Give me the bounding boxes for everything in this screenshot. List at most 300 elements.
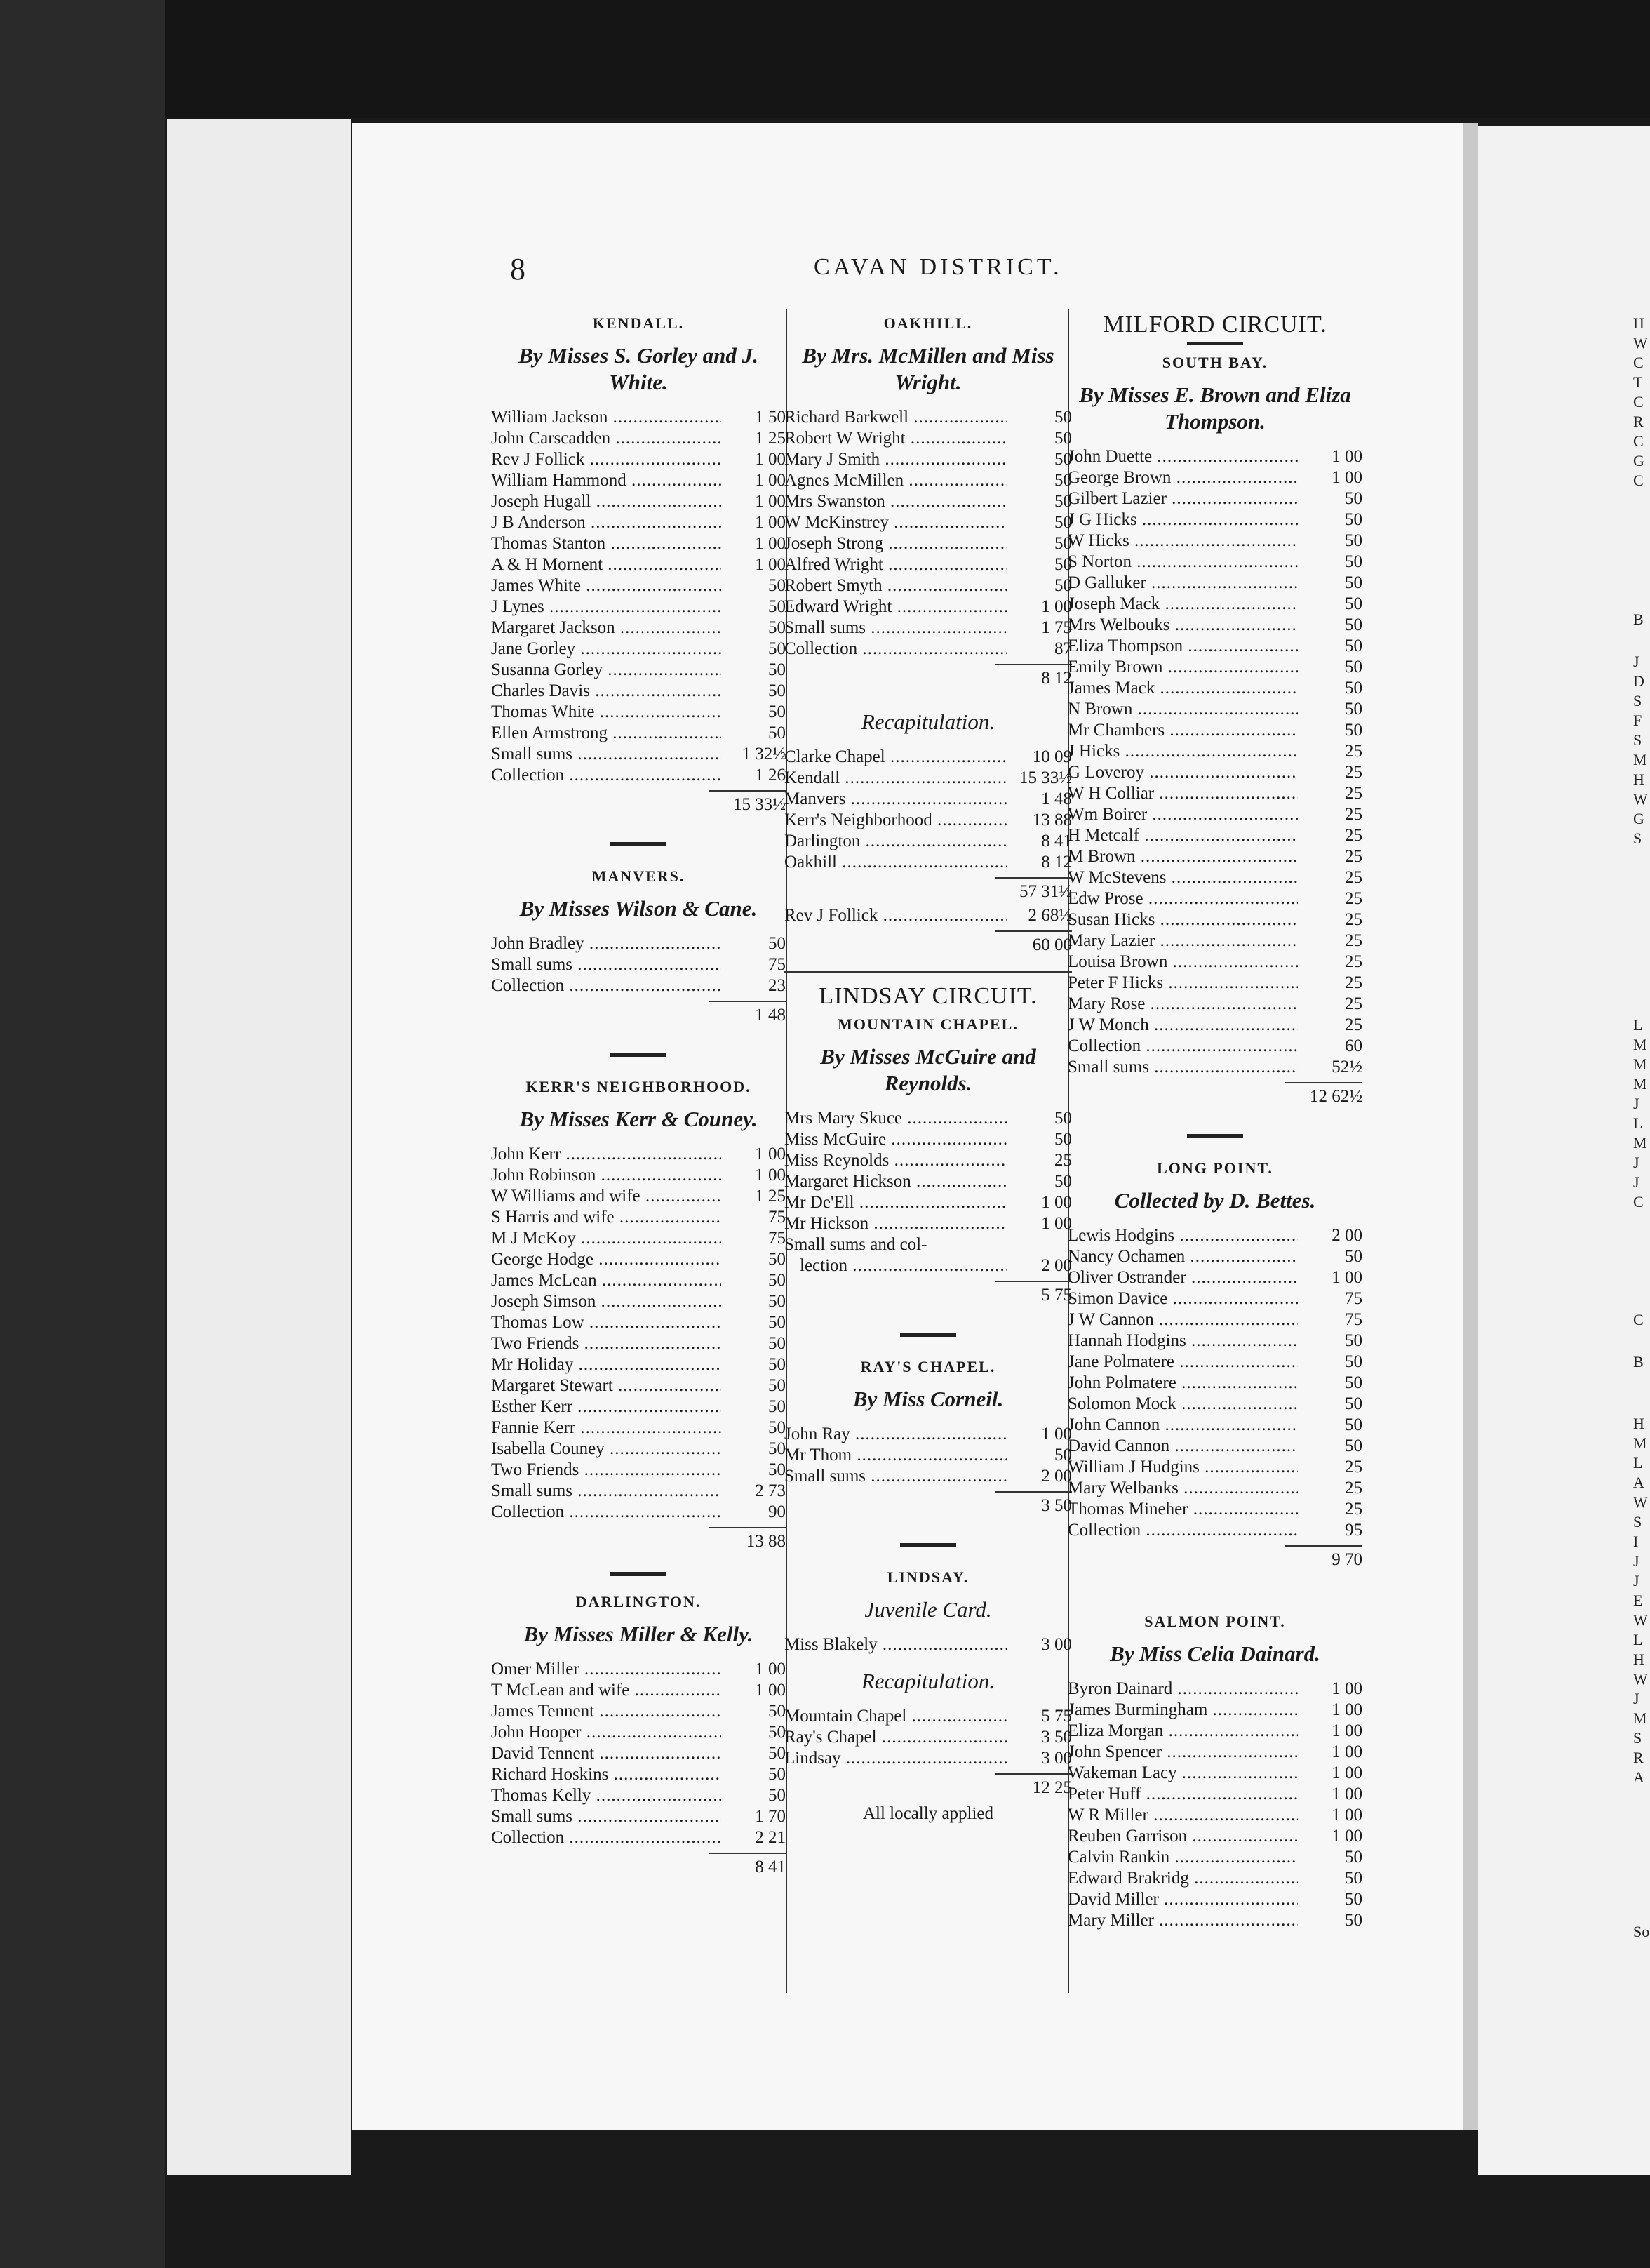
entry-name: Mary J Smith ..... xyxy=(784,449,1007,470)
entry-amount: 50 xyxy=(1054,429,1072,448)
subscription-list xyxy=(1068,446,1362,1078)
recap-total xyxy=(784,1773,1072,1799)
next-page-fragment: S xyxy=(1633,692,1642,709)
list-item xyxy=(491,407,786,428)
list-item xyxy=(1068,1288,1362,1309)
entry-amount: 1 48 xyxy=(1041,789,1072,808)
entry-amount: 25 xyxy=(1345,1500,1362,1519)
entry-amount: 75 xyxy=(768,1229,786,1248)
section-divider xyxy=(900,1543,956,1547)
entry-amount: 50 xyxy=(768,1250,786,1269)
entry-amount: 50 xyxy=(1054,534,1072,553)
subscription-list xyxy=(491,933,786,996)
list-item xyxy=(1068,1784,1362,1805)
entry-name: John Ray ..... xyxy=(784,1424,1007,1445)
entry-name: Rev J Follick ..... xyxy=(491,449,721,470)
entry-name: Thomas White ..... xyxy=(491,702,721,723)
entry-amount: 50 xyxy=(768,1376,786,1395)
next-page-fragment: J xyxy=(1633,1173,1639,1191)
entry-amount: 2 68½ xyxy=(1028,906,1072,925)
entry-amount: 50 xyxy=(768,934,786,953)
entry-name: Small sums ..... xyxy=(491,1481,721,1502)
section-divider xyxy=(1187,1134,1243,1138)
section-divider xyxy=(610,1053,666,1057)
list-item xyxy=(491,1270,786,1291)
entry-name: Ellen Armstrong ..... xyxy=(491,723,721,744)
entry-name: Jane Polmatere ..... xyxy=(1068,1352,1298,1373)
footnote: All locally applied xyxy=(862,1804,994,1823)
entry-amount: 1 00 xyxy=(755,471,786,490)
collector-line: By Miss Celia Dainard. xyxy=(1110,1641,1320,1666)
previous-page-edge xyxy=(167,119,351,2175)
entry-amount: 50 xyxy=(1054,408,1072,427)
entry-name: Wm Boirer ..... xyxy=(1068,804,1298,825)
next-page-fragment: F xyxy=(1633,712,1642,729)
section-total xyxy=(784,1491,1072,1516)
next-page-fragment: J xyxy=(1633,1572,1639,1589)
list-item xyxy=(1068,1763,1362,1784)
list-item xyxy=(784,449,1072,470)
list-item xyxy=(1068,825,1362,846)
entry-amount: 50 xyxy=(768,1355,786,1374)
entry-name: Rev J Follick ..... xyxy=(784,905,1007,926)
next-page-fragment: R xyxy=(1633,1749,1644,1766)
entry-name: A & H Mornent ..... xyxy=(491,554,721,575)
entry-amount: 50 xyxy=(1054,555,1072,574)
next-page-fragment: R xyxy=(1633,413,1644,430)
entry-name: Small sums and col- xyxy=(784,1235,927,1254)
collector-line: By Miss Corneil. xyxy=(852,1387,1004,1411)
recap-subtotal xyxy=(784,877,1072,902)
subscription-list xyxy=(1068,1225,1362,1541)
list-item xyxy=(491,554,786,575)
list-item xyxy=(491,1354,786,1375)
list-item xyxy=(491,1186,786,1207)
list-item xyxy=(491,1439,786,1460)
section-total xyxy=(491,1527,786,1552)
entry-amount: 3 50 xyxy=(1041,1728,1072,1747)
list-item xyxy=(784,533,1072,554)
page-number: 8 xyxy=(510,252,525,286)
next-page-fragment: L xyxy=(1633,1114,1643,1132)
entry-name: Jane Gorley ..... xyxy=(491,639,721,660)
entry-name: Thomas Kelly ..... xyxy=(491,1785,721,1806)
next-page-fragment: M xyxy=(1633,1434,1647,1452)
total-amount: 13 88 xyxy=(746,1532,786,1551)
entry-amount: 50 xyxy=(1345,1848,1362,1867)
entry-amount: 50 xyxy=(768,1292,786,1311)
list-item xyxy=(784,1234,1072,1255)
entry-amount: 25 xyxy=(1054,1151,1072,1170)
list-item xyxy=(491,449,786,470)
next-page-fragment: W xyxy=(1633,334,1648,352)
list-item xyxy=(1068,488,1362,509)
next-page-fragment: J xyxy=(1633,653,1639,670)
entry-name: John Carscadden ..... xyxy=(491,428,721,449)
entry-name: Margaret Hickson ..... xyxy=(784,1171,1007,1192)
section-title: OAKHILL. xyxy=(883,314,973,332)
entry-amount: 50 xyxy=(1345,573,1362,592)
list-item xyxy=(1068,952,1362,973)
list-item xyxy=(491,1333,786,1354)
entry-amount: 8 12 xyxy=(1041,853,1072,872)
entry-name: lection ..... xyxy=(784,1255,1007,1276)
entry-amount: 1 75 xyxy=(1041,618,1072,637)
section-total xyxy=(491,1853,786,1878)
next-page-fragment: H xyxy=(1633,1650,1644,1668)
entry-amount: 1 00 xyxy=(1332,1268,1362,1287)
list-item xyxy=(491,512,786,533)
list-item xyxy=(491,1743,786,1764)
entry-name: W H Colliar ..... xyxy=(1068,783,1298,804)
entry-name: Thomas Mineher ..... xyxy=(1068,1499,1298,1520)
next-page-fragment: H xyxy=(1633,314,1644,332)
collector-line: By Misses E. Brown and Eliza Thompson. xyxy=(1079,382,1351,434)
section-divider xyxy=(610,1572,666,1576)
list-item xyxy=(491,1249,786,1270)
entry-name: W R Miller ..... xyxy=(1068,1805,1298,1826)
entry-name: William J Hudgins ..... xyxy=(1068,1457,1298,1478)
next-page-fragment: L xyxy=(1633,1631,1643,1648)
next-page-fragment: W xyxy=(1633,1493,1648,1511)
next-page-fragment: W xyxy=(1633,1670,1648,1688)
entry-name: Emily Brown ..... xyxy=(1068,657,1298,678)
entry-amount: 25 xyxy=(1345,1457,1362,1476)
next-page-fragment: S xyxy=(1633,829,1642,847)
entry-amount: 1 50 xyxy=(755,408,786,427)
entry-amount: 50 xyxy=(768,597,786,616)
subscription-list xyxy=(784,1634,1072,1655)
list-item xyxy=(784,428,1072,449)
list-item xyxy=(1068,1015,1362,1036)
book-spine xyxy=(1463,123,1478,2130)
entry-name: Collection ..... xyxy=(1068,1036,1298,1057)
entry-amount: 1 00 xyxy=(755,1660,786,1679)
section-total xyxy=(784,664,1072,689)
list-item xyxy=(1068,994,1362,1015)
entry-amount: 50 xyxy=(1345,594,1362,613)
list-item xyxy=(491,1375,786,1396)
entry-amount: 1 70 xyxy=(755,1807,786,1826)
entry-name: J B Anderson ..... xyxy=(491,512,721,533)
next-page-fragment: S xyxy=(1633,1729,1642,1747)
list-item xyxy=(784,407,1072,428)
list-item xyxy=(1068,1036,1362,1057)
list-item xyxy=(491,575,786,596)
entry-name: Hannah Hodgins ..... xyxy=(1068,1330,1298,1352)
entry-amount: 1 32½ xyxy=(742,745,786,763)
next-page-fragment: C xyxy=(1633,432,1644,450)
entry-amount: 1 00 xyxy=(755,492,786,511)
entry-name: Manvers ..... xyxy=(784,789,1007,810)
scan-background-top xyxy=(0,0,1650,118)
entry-name: Two Friends ..... xyxy=(491,1333,721,1354)
entry-amount: 50 xyxy=(1345,1869,1362,1888)
list-item xyxy=(491,1806,786,1827)
column-1 xyxy=(491,309,786,1878)
list-item xyxy=(784,1748,1072,1769)
entry-name: Edward Wright ..... xyxy=(784,596,1007,618)
list-item xyxy=(1068,1520,1362,1541)
total-amount: 8 41 xyxy=(755,1857,786,1876)
entry-name: M Brown ..... xyxy=(1068,846,1298,867)
next-page-fragment: H xyxy=(1633,771,1644,788)
list-item xyxy=(784,1255,1072,1276)
entry-name: D Galluker ..... xyxy=(1068,573,1298,594)
entry-amount: 1 00 xyxy=(755,513,786,532)
next-page-fragment: M xyxy=(1633,1075,1647,1093)
entry-amount: 50 xyxy=(1054,492,1072,511)
list-item xyxy=(1068,1394,1362,1415)
entry-name: Mrs Mary Skuce ..... xyxy=(784,1108,1007,1129)
section-title: LINDSAY. xyxy=(887,1568,970,1586)
collector-line: By Misses Kerr & Couney. xyxy=(519,1107,758,1131)
next-page-fragment: A xyxy=(1633,1474,1644,1491)
circuit-rule xyxy=(784,971,1072,973)
list-item xyxy=(1068,1721,1362,1742)
entry-name: David Cannon ..... xyxy=(1068,1436,1298,1457)
entry-name: Mary Miller ..... xyxy=(1068,1910,1298,1931)
entry-name: James White ..... xyxy=(491,575,721,596)
entry-name: Collection ..... xyxy=(491,1827,721,1848)
entry-amount: 50 xyxy=(768,1786,786,1805)
entry-name: Byron Dainard ..... xyxy=(1068,1679,1298,1700)
entry-name: T McLean and wife ..... xyxy=(491,1680,721,1701)
entry-name: Mountain Chapel ..... xyxy=(784,1706,1007,1727)
subscription-list xyxy=(784,1108,1072,1234)
entry-name: J W Cannon ..... xyxy=(1068,1309,1298,1330)
entry-name: Mr Chambers ..... xyxy=(1068,720,1298,741)
entry-amount: 50 xyxy=(768,1460,786,1479)
list-item xyxy=(784,1424,1072,1445)
entry-name: George Brown ..... xyxy=(1068,467,1298,488)
entry-name: S Harris and wife ..... xyxy=(491,1207,721,1228)
entry-name: Joseph Mack ..... xyxy=(1068,594,1298,615)
card-title: Juvenile Card. xyxy=(864,1597,992,1622)
entry-amount: 50 xyxy=(1345,1436,1362,1455)
entry-amount: 75 xyxy=(768,1208,786,1227)
next-page-fragment: M xyxy=(1633,1055,1647,1073)
list-item xyxy=(784,789,1072,810)
entry-amount: 2 21 xyxy=(755,1828,786,1847)
entry-name: W Hicks ..... xyxy=(1068,531,1298,552)
entry-amount: 1 00 xyxy=(1332,468,1362,487)
entry-amount: 25 xyxy=(1345,889,1362,908)
entry-amount: 50 xyxy=(1345,658,1362,676)
entry-amount: 50 xyxy=(1345,1394,1362,1413)
entry-name: J G Hicks ..... xyxy=(1068,509,1298,531)
entry-amount: 25 xyxy=(1345,973,1362,992)
entry-amount: 13 88 xyxy=(1032,811,1072,829)
subscription-list xyxy=(491,407,786,786)
entry-amount: 1 00 xyxy=(1332,1679,1362,1698)
entry-name: Collection ..... xyxy=(1068,1520,1298,1541)
entry-amount: 50 xyxy=(1345,1415,1362,1434)
list-item xyxy=(784,1706,1072,1727)
entry-name: Miss Blakely ..... xyxy=(784,1634,1007,1655)
list-item xyxy=(491,702,786,723)
entry-amount: 25 xyxy=(1345,742,1362,761)
entry-amount: 25 xyxy=(1345,805,1362,824)
entry-amount: 1 00 xyxy=(755,534,786,553)
entry-name: James Tennent ..... xyxy=(491,1701,721,1722)
next-page-fragment: B xyxy=(1633,611,1644,628)
entry-amount: 50 xyxy=(1054,450,1072,469)
next-page-fragment: E xyxy=(1633,1592,1643,1609)
entry-name: J Lynes ..... xyxy=(491,596,721,618)
entry-name: John Polmatere ..... xyxy=(1068,1373,1298,1394)
entry-amount: 50 xyxy=(768,1439,786,1458)
list-item xyxy=(491,1701,786,1722)
entry-name: Eliza Thompson ..... xyxy=(1068,636,1298,657)
entry-name: Robert Smyth ..... xyxy=(784,575,1007,596)
list-item xyxy=(1068,846,1362,867)
entry-name: Robert W Wright ..... xyxy=(784,428,1007,449)
section-title: LONG POINT. xyxy=(1157,1159,1273,1177)
list-item xyxy=(1068,1057,1362,1078)
entry-name: Mr Hickson ..... xyxy=(784,1213,1007,1234)
list-item xyxy=(784,768,1072,789)
list-item xyxy=(784,512,1072,533)
total-amount: 8 12 xyxy=(1041,669,1072,688)
list-item xyxy=(784,1466,1072,1487)
list-item xyxy=(784,575,1072,596)
next-page-fragment: L xyxy=(1633,1016,1643,1034)
next-page-fragment: J xyxy=(1633,1095,1639,1112)
entry-amount: 1 00 xyxy=(1332,1806,1362,1825)
entry-name: G Loveroy ..... xyxy=(1068,762,1298,783)
entry-name: Margaret Jackson ..... xyxy=(491,618,721,639)
entry-amount: 50 xyxy=(768,1744,786,1763)
next-page-fragment: J xyxy=(1633,1154,1639,1171)
next-page-fragment: M xyxy=(1633,751,1647,768)
collector-line: Collected by D. Bettes. xyxy=(1114,1188,1316,1213)
entry-amount: 1 00 xyxy=(755,555,786,574)
list-item xyxy=(491,1144,786,1165)
list-item xyxy=(491,491,786,512)
list-item xyxy=(491,428,786,449)
recap-list xyxy=(784,1706,1072,1769)
entry-name: Calvin Rankin ..... xyxy=(1068,1847,1298,1868)
entry-amount: 3 00 xyxy=(1041,1635,1072,1654)
section-total xyxy=(491,1001,786,1026)
list-item xyxy=(491,470,786,491)
next-page-fragment: D xyxy=(1633,672,1644,690)
entry-name: Oakhill ..... xyxy=(784,852,1007,873)
entry-amount: 50 xyxy=(1054,1109,1072,1128)
entry-name: Darlington ..... xyxy=(784,831,1007,852)
entry-amount: 95 xyxy=(1345,1521,1362,1540)
section-total xyxy=(1068,1545,1362,1570)
entry-amount: 50 xyxy=(1345,615,1362,634)
entry-name: Simon Davice ..... xyxy=(1068,1288,1298,1309)
list-item xyxy=(1068,573,1362,594)
entry-amount: 50 xyxy=(1345,1352,1362,1371)
entry-name: William Jackson ..... xyxy=(491,407,721,428)
entry-amount: 3 00 xyxy=(1041,1749,1072,1768)
column-3 xyxy=(1068,309,1362,1931)
list-item xyxy=(1068,1436,1362,1457)
entry-amount: 75 xyxy=(1345,1310,1362,1329)
section-total xyxy=(784,1281,1072,1306)
entry-amount: 50 xyxy=(1054,576,1072,595)
entry-name: John Hooper ..... xyxy=(491,1722,721,1743)
list-item xyxy=(1068,509,1362,531)
entry-amount: 2 73 xyxy=(755,1481,786,1500)
next-page-fragment: W xyxy=(1633,1611,1648,1629)
list-item xyxy=(784,1727,1072,1748)
section-title: SALMON POINT. xyxy=(1144,1613,1286,1630)
collector-line: By Misses Miller & Kelly. xyxy=(523,1622,753,1646)
entry-name: Joseph Strong ..... xyxy=(784,533,1007,554)
list-item xyxy=(491,681,786,702)
entry-name: Fannie Kerr ..... xyxy=(491,1418,721,1439)
section-divider xyxy=(610,842,666,846)
list-item xyxy=(784,1129,1072,1150)
entry-amount: 1 00 xyxy=(1041,597,1072,616)
list-item xyxy=(491,1502,786,1523)
entry-amount: 1 00 xyxy=(1041,1425,1072,1443)
list-item xyxy=(1068,1415,1362,1436)
next-page-fragment: C xyxy=(1633,354,1644,371)
entry-amount: 25 xyxy=(1345,826,1362,845)
next-page-fragment: L xyxy=(1633,1454,1643,1472)
next-page-fragment: G xyxy=(1633,452,1644,469)
list-item xyxy=(784,470,1072,491)
list-item xyxy=(784,1445,1072,1466)
entry-amount: 75 xyxy=(1345,1289,1362,1308)
entry-name: Lewis Hodgins ..... xyxy=(1068,1225,1298,1246)
entry-name: David Tennent ..... xyxy=(491,1743,721,1764)
list-item xyxy=(1068,467,1362,488)
entry-name: Richard Hoskins ..... xyxy=(491,1764,721,1785)
section-title: MANVERS. xyxy=(591,867,685,885)
list-item xyxy=(1068,1352,1362,1373)
entry-name: James Mack ..... xyxy=(1068,678,1298,699)
running-head: CAVAN DISTRICT. xyxy=(814,254,1063,280)
entry-name: Mr Holiday ..... xyxy=(491,1354,721,1375)
entry-amount: 90 xyxy=(768,1502,786,1521)
entry-amount: 2 00 xyxy=(1332,1226,1362,1245)
entry-name: James McLean ..... xyxy=(491,1270,721,1291)
entry-name: Agnes McMillen ..... xyxy=(784,470,1007,491)
total-amount: 1 48 xyxy=(755,1006,786,1025)
entry-amount: 50 xyxy=(768,1702,786,1721)
list-item xyxy=(1068,1826,1362,1847)
entry-amount: 50 xyxy=(768,1723,786,1742)
entry-name: Kerr's Neighborhood ..... xyxy=(784,810,1007,831)
entry-amount: 15 33½ xyxy=(1019,768,1072,787)
list-item xyxy=(491,1722,786,1743)
entry-amount: 1 00 xyxy=(1041,1193,1072,1212)
list-item xyxy=(784,491,1072,512)
total-amount: 15 33½ xyxy=(733,795,786,814)
total-amount: 12 62½ xyxy=(1310,1087,1362,1106)
list-item xyxy=(491,1680,786,1701)
entry-name: Small sums ..... xyxy=(1068,1057,1298,1078)
entry-amount: 25 xyxy=(1345,763,1362,782)
entry-name: Wakeman Lacy ..... xyxy=(1068,1763,1298,1784)
list-item xyxy=(1068,867,1362,888)
next-page-fragment: B xyxy=(1633,1353,1644,1370)
entry-name: Susanna Gorley ..... xyxy=(491,660,721,681)
entry-amount: 50 xyxy=(1345,721,1362,740)
list-item xyxy=(491,933,786,954)
list-item xyxy=(1068,930,1362,952)
entry-name: W Williams and wife ..... xyxy=(491,1186,721,1207)
list-item xyxy=(491,1764,786,1785)
list-item xyxy=(491,1785,786,1806)
